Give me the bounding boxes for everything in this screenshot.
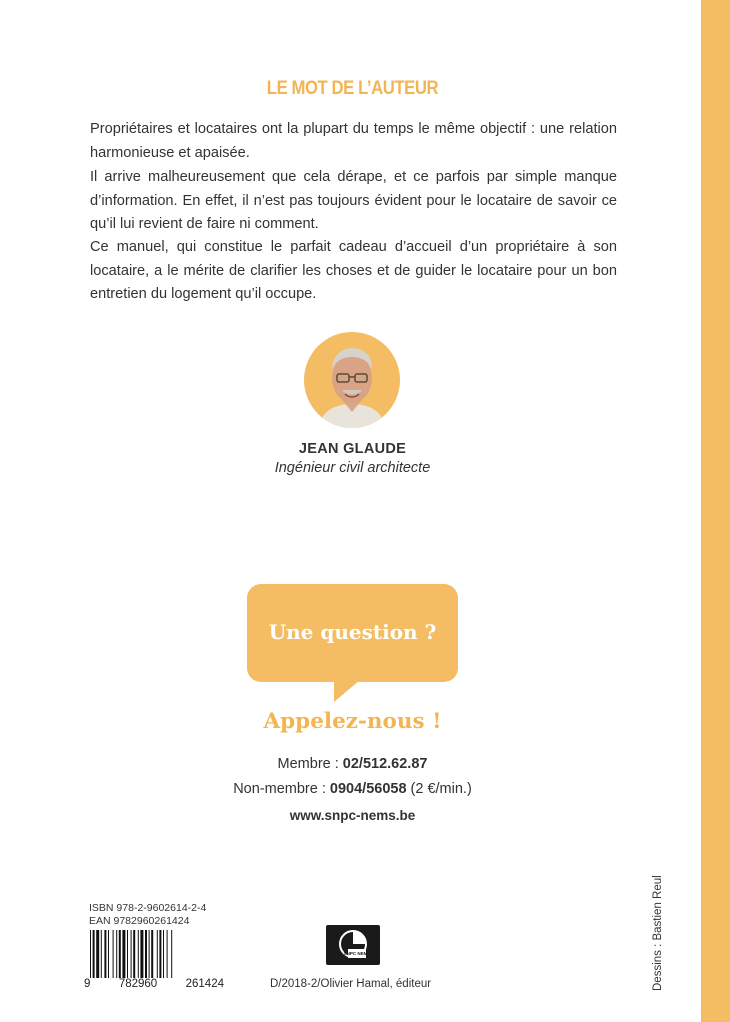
author-role: Ingénieur civil architecte [274,460,431,476]
snpc-nems-logo [326,925,380,965]
barcode-digit-group-1: 782960 [118,978,158,990]
illustration-credits: Dessins : Bastien Reul [652,875,664,991]
member-label: Membre : [277,756,343,772]
paragraph-3: Ce manuel, qui constitue le parfait cadeau d’accueil d’un propriétaire à son locataire, a le mérite de clarifier les choses et de guider le locataire pour un bon entretien du logement qu’il occupe. [90,239,617,302]
barcode-digit-group-2: 261424 [185,978,224,990]
question-text: Une question ? [268,620,437,644]
nonmember-label: Non-membre : [233,781,330,797]
isbn-block [89,902,206,927]
barcode-digits [84,978,224,990]
paragraph-1: Propriétaires et locataires ont la plupart du temps le même objectif : une relation harmonieuse et apaisée. [90,121,617,161]
call-title: Appelez-nous ! [263,709,442,734]
author-photo [304,332,400,428]
member-contact [0,756,705,772]
side-stripe [701,0,730,1022]
ean-number: EAN 9782960261424 [89,914,190,927]
website-link[interactable]: www.snpc-nems.be [289,808,416,823]
logo-text: SNPC NEMS [343,951,371,956]
editor-line: D/2018-2/Olivier Hamal, éditeur [270,978,432,990]
paragraph-2: Il arrive malheureusement que cela dérape, et ce parfois par simple manque d’information. En effet, il n’est pas toujours évident pour le locataire de savoir ce qu’il lui revient de faire ni comment. [90,169,617,232]
isbn-number: ISBN 978-2-9602614-2-4 [89,902,207,914]
section-title: LE MOT DE L’AUTEUR [266,78,439,99]
barcode [90,930,216,978]
barcode-digit-lead: 9 [84,978,91,990]
nonmember-phone[interactable]: 0904/56058 [329,781,407,797]
author-name: JEAN GLAUDE [298,441,407,457]
nonmember-rate: (2 €/min.) [406,781,472,797]
member-phone[interactable]: 02/512.62.87 [342,756,428,772]
author-portrait-icon [304,332,400,428]
nonmember-contact [0,781,705,797]
bubble-tail [334,680,360,702]
